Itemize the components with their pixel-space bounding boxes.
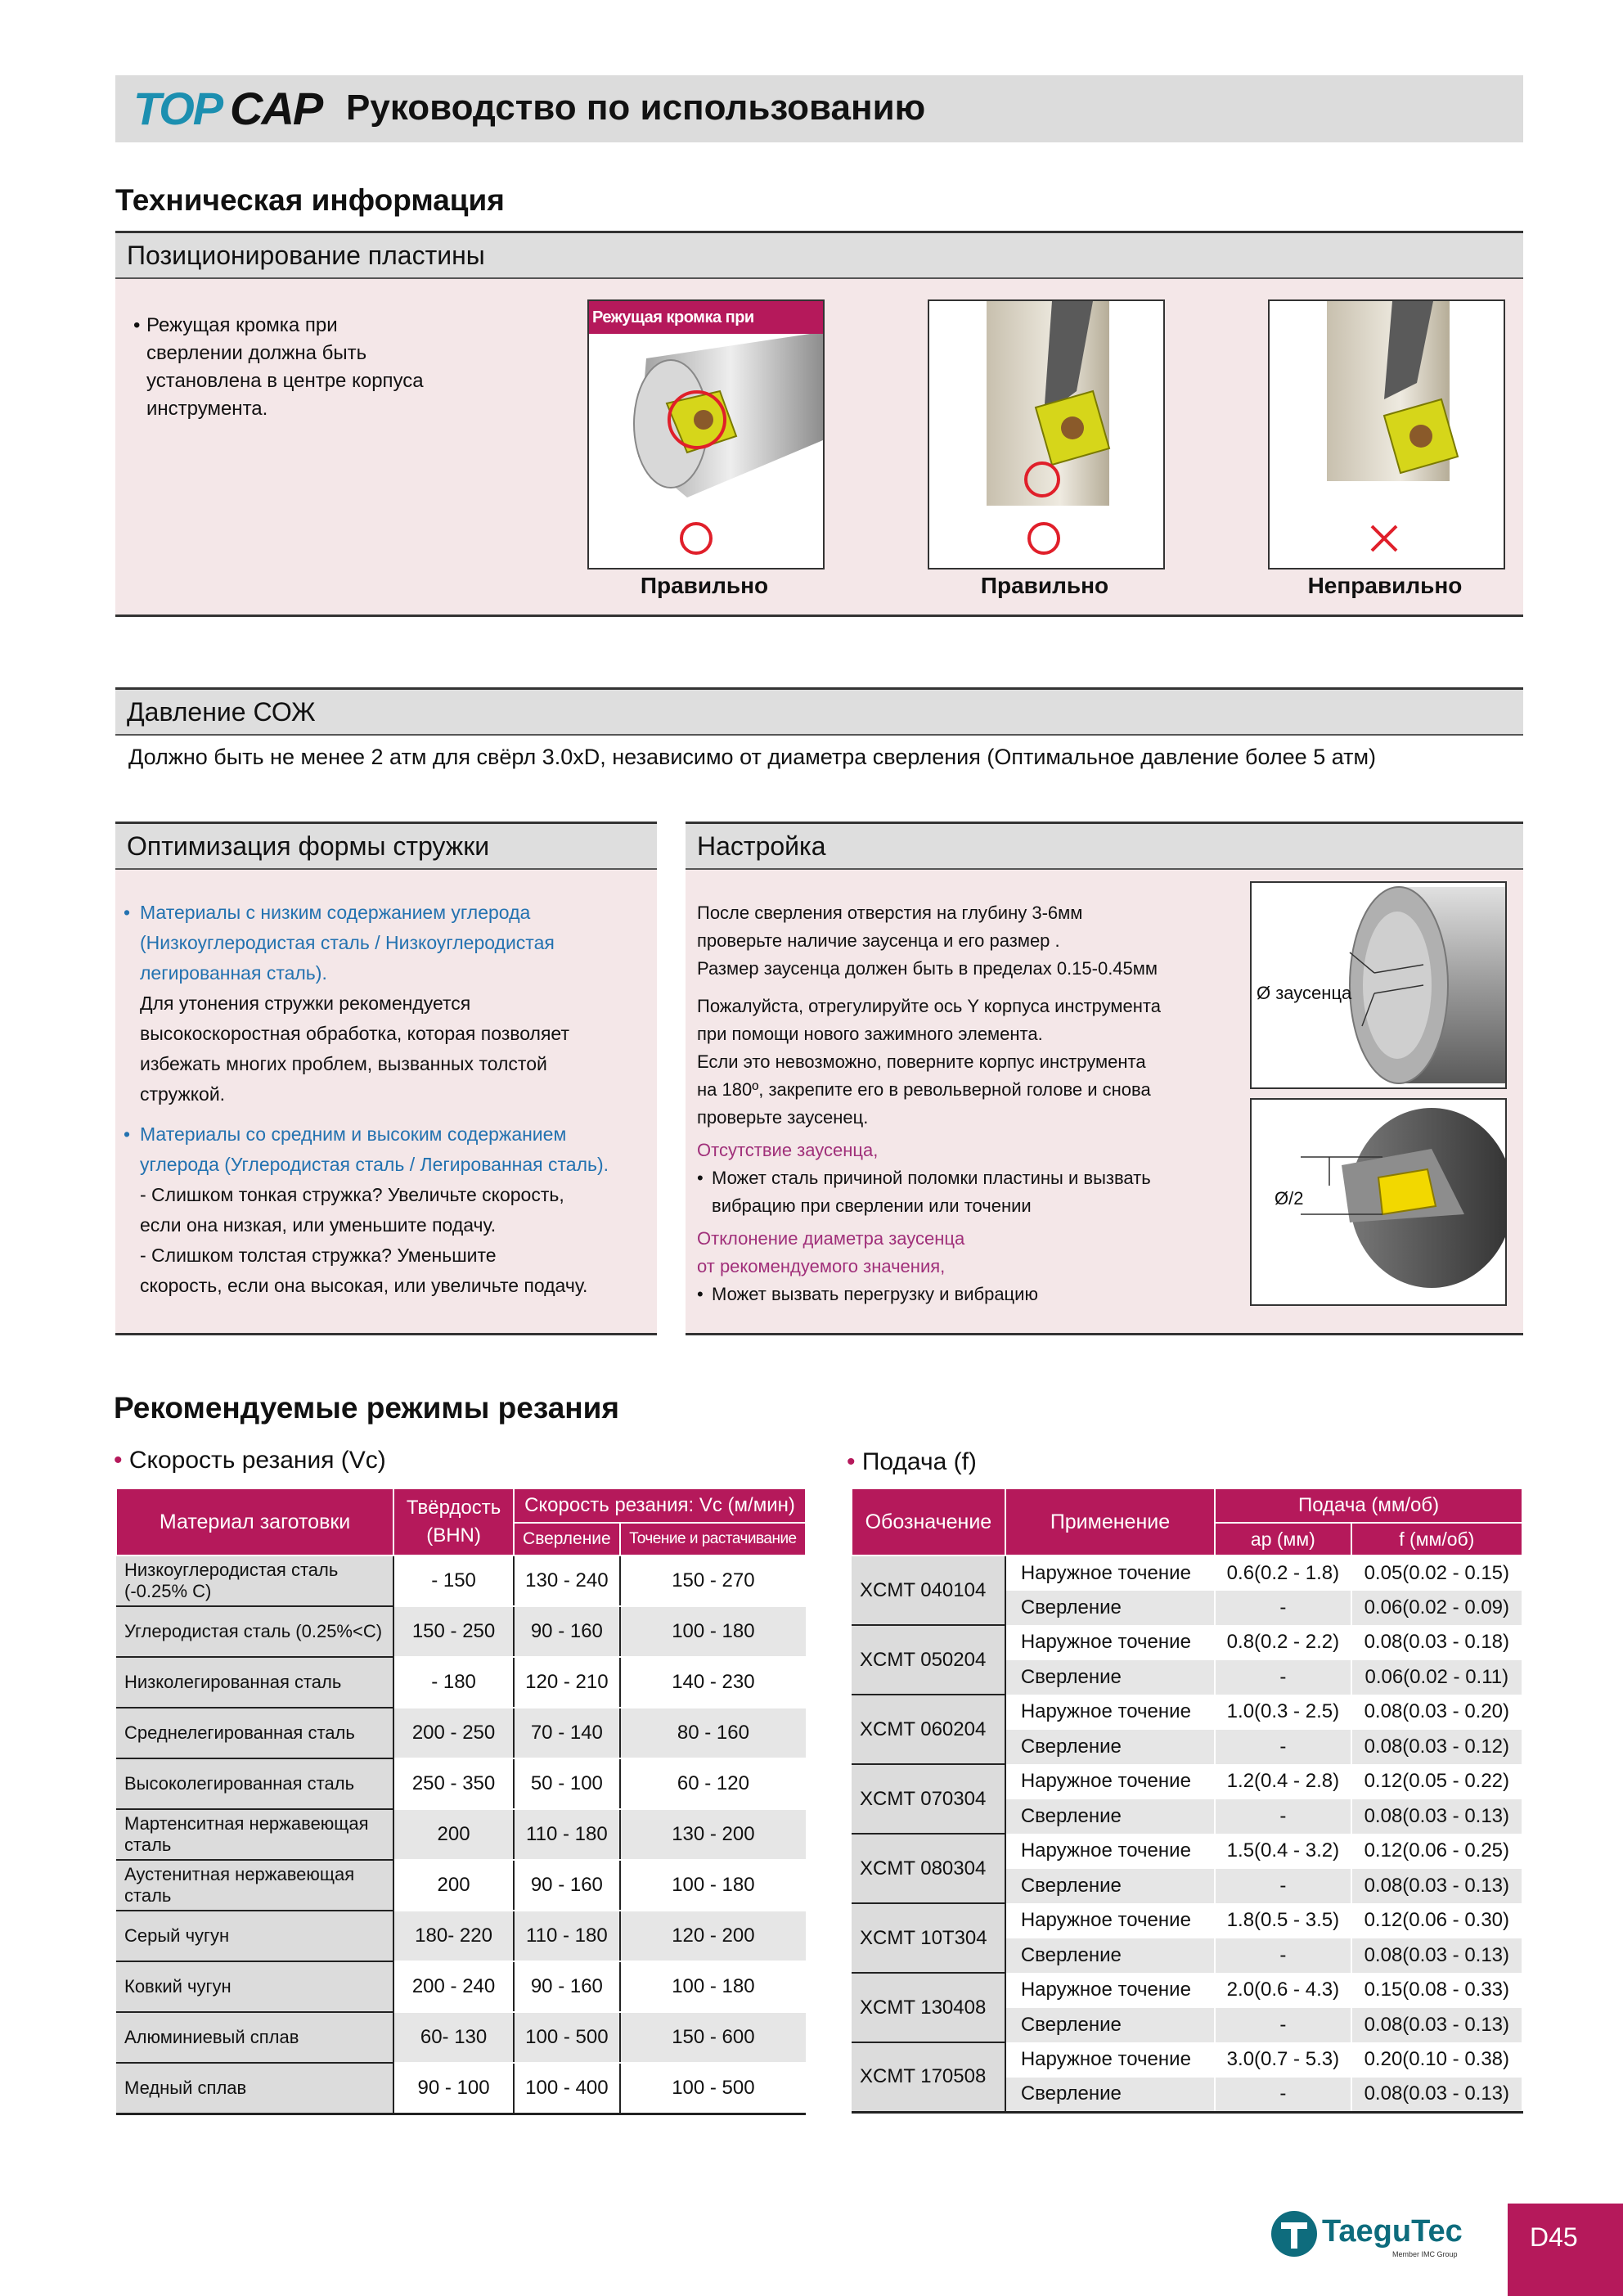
chip-b2-text: если она низкая, или уменьшите подачу. [140,1214,497,1236]
ap-cell: - [1215,2008,1351,2043]
setup-p1-line: проверьте наличие заусенца и его размер . [697,930,1060,951]
ap-cell: 0.8(0.2 - 2.2) [1215,1625,1351,1660]
positioning-line: Режущая кромка при [146,314,338,336]
svg-text:CAP: CAP [230,83,322,134]
table-row [116,1911,806,1961]
ap-cell: 2.0(0.6 - 4.3) [1215,1973,1351,2008]
drilling-speed-cell: 70 - 140 [514,1708,620,1758]
setup-p2-line: проверьте заусенец. [697,1107,869,1128]
page-title: Руководство по использованию [346,88,926,128]
bullet-dot: • [697,1284,704,1304]
feed-cell: 0.08(0.03 - 0.13) [1351,2008,1522,2043]
section-title-cutting: Рекомендуемые режимы резания [114,1391,619,1425]
hardness-cell: 180- 220 [393,1911,514,1961]
page-number: D45 [1530,2222,1578,2252]
application-cell: Наружное точение [1005,1903,1215,1938]
positioning-bullet [133,312,477,423]
col-hardness: Твёрдость (BHN) [393,1488,514,1555]
chip-b2-text: - Слишком толстая стружка? Уменьшите [140,1245,497,1266]
positioning-line: инструмента. [146,398,268,420]
feed-cell: 0.08(0.03 - 0.20) [1351,1695,1522,1730]
table-row [116,1758,806,1809]
turning-speed-cell: 120 - 200 [620,1911,806,1961]
setup-p2-line: Пожалуйста, отрегулируйте ось Y корпуса инструмента [697,996,1161,1016]
col-speed: Скорость резания: Vc (м/мин) [514,1488,806,1523]
col-feed: Подача (мм/об) [1215,1488,1522,1523]
drilling-speed-cell: 110 - 180 [514,1911,620,1961]
material-cell: Высоколегированная сталь [116,1758,393,1809]
application-cell: Сверление [1005,2008,1215,2043]
setup-p4-line: Может вызвать перегрузку и вибрацию [712,1284,1038,1304]
hardness-cell: - 150 [393,1555,514,1606]
hardness-cell: 60- 130 [393,2012,514,2063]
setup-p2-line: Если это невозможно, поверните корпус инструмента [697,1051,1146,1072]
setup-heading: Настройка [686,824,1523,870]
ap-cell: 1.5(0.4 - 3.2) [1215,1834,1351,1869]
speed-table-wrap [115,1488,807,2115]
table-row [852,1973,1522,2008]
setup-p3-line: Может сталь причиной поломки пластины и вызвать [712,1168,1151,1188]
positioning-line: установлена в центре корпуса [146,370,424,392]
table-row [116,2063,806,2114]
insert-photo-1 [587,299,825,569]
speed-title-text: Скорость резания (Vc) [128,1447,386,1474]
coolant-text: Должно быть не менее 2 атм для свёрл 3.0xD, независимо от диаметра сверления (Оптимальное давление более 5 атм) [128,745,1377,769]
chip-panel [115,822,657,1335]
chip-b1-line: легированная сталь). [140,962,327,984]
bullet-dot: • [114,1447,129,1474]
page-header [115,75,1523,142]
feed-cell: 0.20(0.10 - 0.38) [1351,2042,1522,2078]
drilling-speed-cell: 90 - 160 [514,1961,620,2012]
material-cell: Аустенитная нержавеющая сталь [116,1860,393,1911]
chip-content [124,898,655,1301]
application-cell: Сверление [1005,1938,1215,1974]
feed-cell: 0.05(0.02 - 0.15) [1351,1555,1522,1591]
drilling-speed-cell: 90 - 160 [514,1606,620,1657]
material-cell: Медный сплав [116,2063,393,2114]
application-cell: Сверление [1005,1869,1215,1904]
setup-content [697,899,1221,1308]
col-ap: ap (мм) [1215,1523,1351,1555]
feed-cell: 0.06(0.02 - 0.11) [1351,1660,1522,1695]
application-cell: Наружное точение [1005,1555,1215,1591]
bullet-dot: • [847,1448,862,1475]
chip-b1-text: стружкой. [140,1083,226,1105]
col-application: Применение [1005,1488,1215,1555]
feed-cell: 0.06(0.02 - 0.09) [1351,1591,1522,1626]
section-title-tech-info: Техническая информация [115,183,505,217]
ap-cell: - [1215,1660,1351,1695]
turning-speed-cell: 100 - 180 [620,1606,806,1657]
material-cell: Среднелегированная сталь [116,1708,393,1758]
hardness-cell: 200 - 240 [393,1961,514,2012]
table-row [116,1708,806,1758]
col-designation: Обозначение [852,1488,1005,1555]
material-cell: Алюминиевый сплав [116,2012,393,2063]
speed-table-body [116,1555,806,2114]
ap-cell: - [1215,1938,1351,1974]
ap-cell: 3.0(0.7 - 5.3) [1215,2042,1351,2078]
setup-deviation-heading: от рекомендуемого значения, [697,1256,946,1276]
designation-cell: XCMT 10T304 [852,1903,1005,1973]
caption-correct-1: Правильно [640,573,769,598]
designation-cell: XCMT 070304 [852,1764,1005,1834]
application-cell: Сверление [1005,1730,1215,1765]
hardness-cell: 90 - 100 [393,2063,514,2114]
table-row [852,2042,1522,2078]
designation-cell: XCMT 060204 [852,1695,1005,1764]
drilling-speed-cell: 50 - 100 [514,1758,620,1809]
setup-p2-line: при помощи нового зажимного элемента. [697,1024,1043,1044]
material-cell: Мартенситная нержавеющая сталь [116,1809,393,1860]
burr-figure-1 [1250,881,1507,1089]
hardness-cell: 200 [393,1809,514,1860]
correct-mark-icon [681,524,711,553]
burr-figure-2 [1250,1098,1507,1306]
table-row [852,1834,1522,1869]
positioning-line: сверлении должна быть [146,342,367,364]
material-cell: Ковкий чугун [116,1961,393,2012]
table-row [116,1961,806,2012]
feed-cell: 0.12(0.06 - 0.30) [1351,1903,1522,1938]
turning-speed-cell: 130 - 200 [620,1809,806,1860]
turning-speed-cell: 150 - 270 [620,1555,806,1606]
feed-table-body [852,1555,1522,2112]
drilling-speed-cell: 130 - 240 [514,1555,620,1606]
table-row [116,1809,806,1860]
table-row [852,1695,1522,1730]
feed-cell: 0.15(0.08 - 0.33) [1351,1973,1522,2008]
tool-illustration-3 [1270,301,1504,568]
chip-b1-line: (Низкоуглеродистая сталь / Низкоуглеродистая [140,932,555,953]
svg-text:TOP: TOP [133,83,223,134]
burr-diameter-label: Ø заусенца [1257,983,1352,1003]
application-cell: Наружное точение [1005,1834,1215,1869]
application-cell: Сверление [1005,2078,1215,2113]
designation-cell: XCMT 080304 [852,1834,1005,1903]
caption-correct-2: Правильно [980,573,1109,598]
table-row [116,1657,806,1708]
setup-p2-line: на 180º, закрепите его в револьверной голове и снова [697,1079,1151,1100]
brand-name: TaeguTec [1322,2214,1463,2249]
feed-cell: 0.08(0.03 - 0.18) [1351,1625,1522,1660]
half-diameter-label: Ø/2 [1275,1188,1304,1209]
designation-cell: XCMT 050204 [852,1625,1005,1695]
designation-cell: XCMT 040104 [852,1555,1005,1625]
feed-title-text: Подача (f) [861,1448,977,1475]
turning-speed-cell: 140 - 230 [620,1657,806,1708]
chip-b2-line: Материалы со средним и высоким содержанием [140,1123,567,1145]
ap-cell: 1.0(0.3 - 2.5) [1215,1695,1351,1730]
hardness-cell: 200 - 250 [393,1708,514,1758]
setup-deviation-heading: Отклонение диаметра заусенца [697,1228,965,1249]
chip-b1-text: высокоскоростная обработка, которая позволяет [140,1023,569,1044]
ap-cell: - [1215,1799,1351,1835]
application-cell: Сверление [1005,1591,1215,1626]
application-cell: Наружное точение [1005,1973,1215,2008]
coolant-heading: Давление СОЖ [127,697,316,727]
drilling-speed-cell: 100 - 400 [514,2063,620,2114]
chip-b1-text: Для утонения стружки рекомендуется [140,993,471,1014]
ap-cell: 1.2(0.4 - 2.8) [1215,1764,1351,1799]
table-row [852,1764,1522,1799]
setup-p1-line: Размер заусенца должен быть в пределах 0.15-0.45мм [697,958,1158,979]
chip-b2-text: - Слишком тонкая стружка? Увеличьте скорость, [140,1184,564,1205]
insert-photo-2 [928,299,1165,569]
application-cell: Наружное точение [1005,1764,1215,1799]
col-drilling: Сверление [514,1523,620,1555]
drilling-speed-cell: 120 - 210 [514,1657,620,1708]
material-cell: Низколегированная сталь [116,1657,393,1708]
speed-title [114,1447,386,1474]
chip-heading: Оптимизация формы стружки [115,824,657,870]
taegutec-logo [1270,2209,1474,2267]
feed-table [851,1488,1523,2114]
feed-cell: 0.12(0.06 - 0.25) [1351,1834,1522,1869]
bullet-dot: • [124,902,131,923]
speed-table [115,1488,807,2115]
photo-label: Режущая кромка при сверлении [589,301,823,334]
drilling-speed-cell: 90 - 160 [514,1860,620,1911]
bullet-dot: • [697,1168,704,1188]
table-row [116,1860,806,1911]
col-f: f (мм/об) [1351,1523,1522,1555]
feed-title [847,1448,977,1476]
tool-illustration-1 [589,334,823,568]
table-row [852,1625,1522,1660]
brand-sub: Member IMC Group [1392,2250,1458,2258]
feed-cell: 0.08(0.03 - 0.13) [1351,1869,1522,1904]
table-row [852,1903,1522,1938]
drilling-speed-cell: 100 - 500 [514,2012,620,2063]
material-cell: Низкоуглеродистая сталь (-0.25% C) [116,1555,393,1606]
hardness-cell: 250 - 350 [393,1758,514,1809]
turning-speed-cell: 100 - 180 [620,1961,806,2012]
turning-speed-cell: 100 - 500 [620,2063,806,2114]
application-cell: Наружное точение [1005,1625,1215,1660]
taegutec-logo-icon [1270,2209,1319,2258]
feed-cell: 0.12(0.05 - 0.22) [1351,1764,1522,1799]
hardness-cell: 200 [393,1860,514,1911]
chip-b1-line: Материалы с низким содержанием углерода [140,902,531,923]
col-turning: Точение и растачивание [620,1523,806,1555]
setup-p1-line: После сверления отверстия на глубину 3-6мм [697,903,1083,923]
application-cell: Наружное точение [1005,1695,1215,1730]
topcap-logo [130,82,326,136]
setup-p3-line: вибрацию при сверлении или точении [712,1195,1032,1216]
ap-cell: - [1215,1591,1351,1626]
feed-cell: 0.08(0.03 - 0.13) [1351,1938,1522,1974]
hardness-cell: 150 - 250 [393,1606,514,1657]
hardness-cell: - 180 [393,1657,514,1708]
feed-cell: 0.08(0.03 - 0.12) [1351,1730,1522,1765]
material-cell: Углеродистая сталь (0.25%<C) [116,1606,393,1657]
tool-illustration-2 [929,301,1163,568]
insert-photo-3 [1268,299,1505,569]
ap-cell: - [1215,1869,1351,1904]
chip-b1-text: избежать многих проблем, вызванных толстой [140,1053,547,1074]
feed-table-wrap [851,1488,1523,2114]
chip-b2-text: скорость, если она высокая, или увеличьте подачу. [140,1275,588,1296]
turning-speed-cell: 60 - 120 [620,1758,806,1809]
drilling-speed-cell: 110 - 180 [514,1809,620,1860]
turning-speed-cell: 150 - 600 [620,2012,806,2063]
ap-cell: - [1215,2078,1351,2113]
ap-cell: - [1215,1730,1351,1765]
table-row [116,1555,806,1606]
positioning-heading: Позиционирование пластины [115,233,1523,279]
feed-cell: 0.08(0.03 - 0.13) [1351,1799,1522,1835]
table-row [852,1555,1522,1591]
application-cell: Сверление [1005,1799,1215,1835]
ap-cell: 1.8(0.5 - 3.5) [1215,1903,1351,1938]
material-cell: Серый чугун [116,1911,393,1961]
coolant-heading-bar [115,687,1523,736]
table-row [116,2012,806,2063]
application-cell: Наружное точение [1005,2042,1215,2078]
turning-speed-cell: 100 - 180 [620,1860,806,1911]
col-material: Материал заготовки [116,1488,393,1555]
application-cell: Сверление [1005,1660,1215,1695]
turning-speed-cell: 80 - 160 [620,1708,806,1758]
caption-wrong: Неправильно [1307,573,1463,598]
bullet-dot: • [133,314,141,336]
setup-no-burr-heading: Отсутствие заусенца, [697,1140,879,1160]
feed-cell: 0.08(0.03 - 0.13) [1351,2078,1522,2113]
designation-cell: XCMT 170508 [852,2042,1005,2112]
ap-cell: 0.6(0.2 - 1.8) [1215,1555,1351,1591]
bullet-dot: • [124,1123,131,1145]
chip-b2-line: углерода (Углеродистая сталь / Легированная сталь). [140,1154,609,1175]
correct-mark-icon [1029,524,1059,553]
table-row [116,1606,806,1657]
designation-cell: XCMT 130408 [852,1973,1005,2042]
